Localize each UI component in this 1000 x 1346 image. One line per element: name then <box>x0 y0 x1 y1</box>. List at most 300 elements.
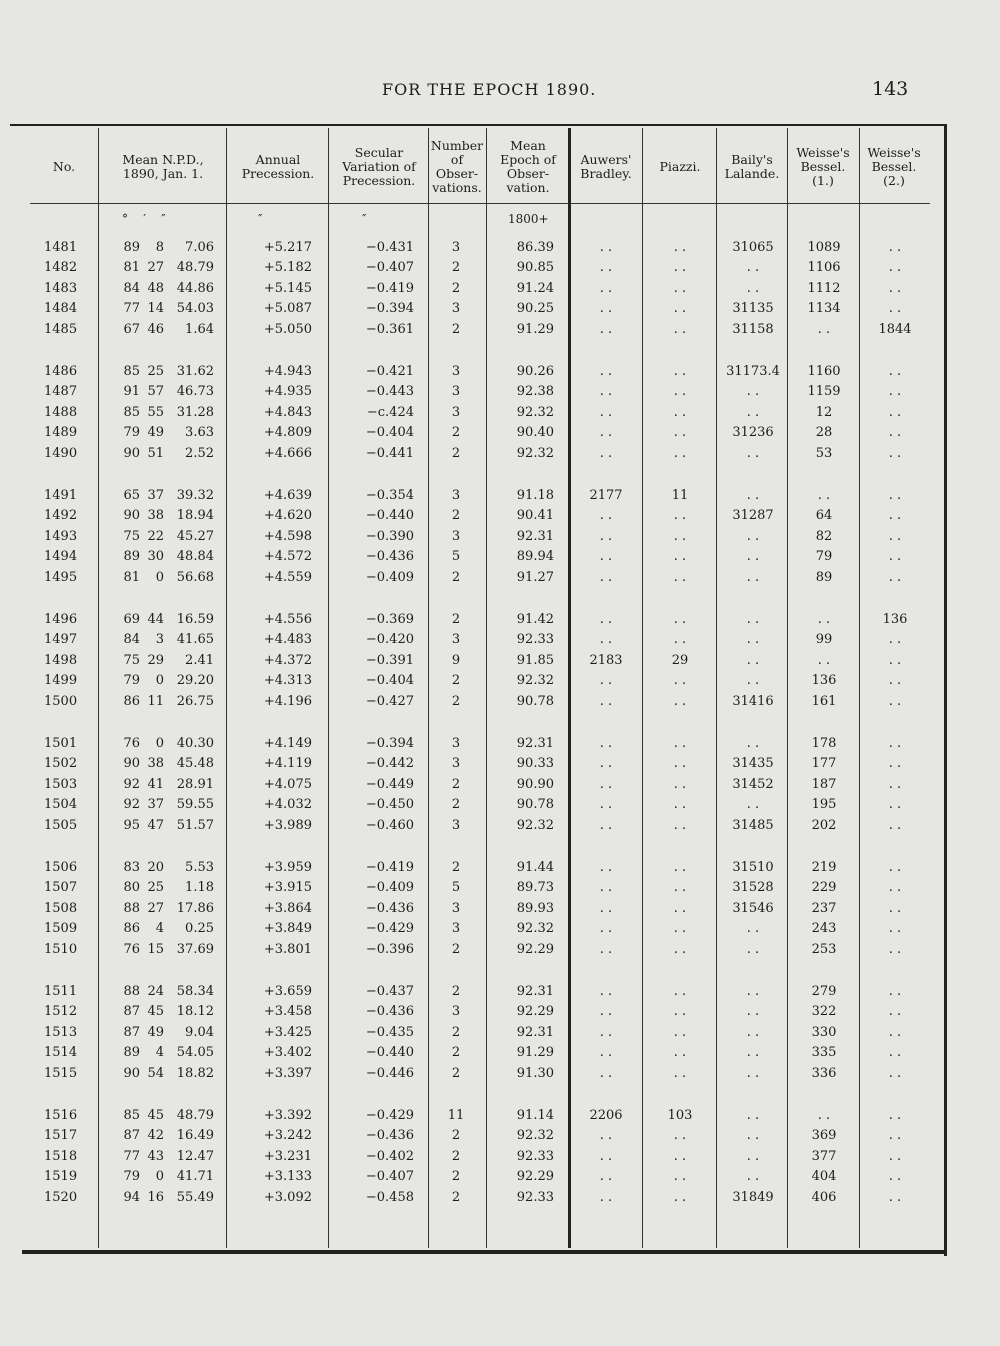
annual-precession: +4.639 <box>263 488 312 503</box>
weisse-1-ref: 195 <box>811 797 837 813</box>
npd-degrees: 88 <box>123 984 140 999</box>
weisse-1-ref: 1112 <box>807 280 841 296</box>
weisse-1-ref: 161 <box>811 693 837 709</box>
npd-minutes: 49 <box>147 1024 164 1040</box>
npd-minutes: 0 <box>155 673 164 689</box>
observation-count: 3 <box>451 1004 461 1020</box>
npd-seconds: 29.20 <box>176 673 214 689</box>
star-number: 1498 <box>44 652 78 668</box>
weisse-1-ref: 237 <box>811 900 837 916</box>
mean-epoch: 92.32 <box>516 404 554 420</box>
npd-minutes: 38 <box>147 756 164 772</box>
lalande-ref: . . <box>746 1148 760 1164</box>
mean-epoch: 90.40 <box>516 425 554 441</box>
table-row <box>0 797 1000 817</box>
npd-seconds: 2.52 <box>185 445 214 461</box>
npd-seconds: 1.64 <box>185 321 214 337</box>
star-number: 1501 <box>44 736 78 751</box>
piazzi-ref: . . <box>673 301 687 317</box>
npd-seconds: 3.63 <box>185 425 214 441</box>
table-row <box>0 384 1000 404</box>
mean-epoch: 92.31 <box>516 984 554 999</box>
table-row <box>0 860 1000 880</box>
annual-precession: +3.659 <box>263 984 312 999</box>
star-number: 1489 <box>44 425 78 441</box>
npd-degrees: 79 <box>123 425 140 441</box>
annual-precession: +3.849 <box>263 921 312 937</box>
observation-count: 2 <box>451 941 461 957</box>
secular-variation: −0.436 <box>365 900 414 916</box>
annual-precession: +4.483 <box>263 632 312 648</box>
bradley-ref: . . <box>599 1189 613 1205</box>
npd-minutes: 22 <box>147 528 164 544</box>
mean-epoch: 92.31 <box>516 528 554 544</box>
observation-count: 5 <box>451 549 461 565</box>
secular-variation: −0.419 <box>365 280 414 296</box>
mean-epoch: 92.38 <box>516 384 554 400</box>
piazzi-ref: . . <box>673 569 687 585</box>
weisse-1-ref: 369 <box>811 1128 837 1144</box>
secular-variation: −0.394 <box>365 736 414 751</box>
weisse-1-ref: 187 <box>811 776 837 792</box>
secular-variation: −0.458 <box>365 1189 414 1205</box>
npd-degrees: 86 <box>123 693 140 709</box>
star-number: 1485 <box>44 321 78 337</box>
table-row <box>0 488 1000 508</box>
observation-count: 3 <box>451 528 461 544</box>
annual-precession: +3.397 <box>263 1065 312 1081</box>
npd-degrees: 87 <box>123 1128 140 1144</box>
weisse-2-ref: . . <box>888 797 902 813</box>
weisse-2-ref: . . <box>888 1045 902 1061</box>
npd-degrees: 83 <box>123 860 140 875</box>
annual-precession: +4.032 <box>263 797 312 813</box>
star-number: 1497 <box>44 632 78 648</box>
npd-seconds: 39.32 <box>176 488 214 503</box>
weisse-2-ref: . . <box>888 900 902 916</box>
header-mean-epoch: Mean Epoch of Obser- vation. <box>500 138 556 195</box>
star-number: 1510 <box>44 941 78 957</box>
piazzi-ref: . . <box>673 817 687 833</box>
weisse-2-ref: . . <box>888 528 902 544</box>
lalande-ref: . . <box>746 797 760 813</box>
npd-degrees: 85 <box>123 364 140 379</box>
secular-variation: −0.369 <box>365 612 414 627</box>
observation-count: 2 <box>451 797 461 813</box>
npd-seconds: 37.69 <box>176 941 214 957</box>
star-number: 1508 <box>44 900 78 916</box>
npd-seconds: 58.34 <box>176 984 214 999</box>
npd-seconds: 41.71 <box>176 1169 214 1185</box>
weisse-1-ref: 99 <box>815 632 833 648</box>
weisse-2-ref: . . <box>888 1065 902 1081</box>
observation-count: 2 <box>451 860 461 875</box>
table-row <box>0 260 1000 280</box>
bradley-ref: . . <box>599 1148 613 1164</box>
piazzi-ref: . . <box>673 508 687 524</box>
table-row <box>0 1190 1000 1210</box>
table-row <box>0 549 1000 569</box>
table-row <box>0 756 1000 776</box>
lalande-ref: . . <box>746 921 760 937</box>
lalande-ref: . . <box>746 984 760 999</box>
npd-minutes: 46 <box>147 321 164 337</box>
table-row <box>0 901 1000 921</box>
weisse-2-ref: . . <box>888 1148 902 1164</box>
npd-degrees: 91 <box>123 384 140 400</box>
weisse-1-ref: 82 <box>815 528 833 544</box>
piazzi-ref: . . <box>673 860 687 875</box>
npd-degrees: 95 <box>123 817 140 833</box>
npd-minutes: 49 <box>147 425 164 441</box>
npd-minutes: 14 <box>147 301 164 317</box>
bradley-ref: . . <box>599 941 613 957</box>
npd-minutes: 0 <box>155 1169 164 1185</box>
npd-minutes: 55 <box>147 404 164 420</box>
lalande-ref: . . <box>746 1169 760 1185</box>
star-number: 1514 <box>44 1045 78 1061</box>
mean-epoch: 90.41 <box>516 508 554 524</box>
star-number: 1494 <box>44 549 78 565</box>
bradley-ref: . . <box>599 1169 613 1185</box>
weisse-2-ref: . . <box>888 693 902 709</box>
table-row <box>0 694 1000 714</box>
weisse-1-ref: 377 <box>811 1148 837 1164</box>
bradley-ref: . . <box>599 321 613 337</box>
piazzi-ref: . . <box>673 612 687 627</box>
observation-count: 3 <box>451 632 461 648</box>
npd-degrees: 81 <box>123 569 140 585</box>
table-row <box>0 777 1000 797</box>
mean-epoch: 91.14 <box>516 1108 554 1123</box>
npd-degrees: 80 <box>123 880 140 896</box>
npd-seconds: 46.73 <box>176 384 214 400</box>
weisse-2-ref: . . <box>888 240 902 255</box>
weisse-1-ref: . . <box>817 612 831 627</box>
weisse-2-ref: . . <box>888 880 902 896</box>
npd-seconds: 54.03 <box>176 301 214 317</box>
star-number: 1492 <box>44 508 78 524</box>
bradley-ref: 2183 <box>589 652 623 668</box>
observation-count: 2 <box>451 1065 461 1081</box>
npd-minutes: 16 <box>147 1189 164 1205</box>
star-number: 1505 <box>44 817 78 833</box>
table-row <box>0 1025 1000 1045</box>
mean-epoch: 91.44 <box>516 860 554 875</box>
annual-precession: +3.864 <box>263 900 312 916</box>
observation-count: 2 <box>451 1045 461 1061</box>
lalande-ref: . . <box>746 1128 760 1144</box>
npd-degrees: 92 <box>123 776 140 792</box>
bradley-ref: . . <box>599 1024 613 1040</box>
observation-count: 2 <box>451 984 461 999</box>
bradley-ref: . . <box>599 860 613 875</box>
table-row <box>0 364 1000 384</box>
piazzi-ref: . . <box>673 528 687 544</box>
lalande-ref: 31528 <box>732 880 774 896</box>
bradley-ref: . . <box>599 364 613 379</box>
weisse-2-ref: . . <box>888 921 902 937</box>
weisse-1-ref: 79 <box>815 549 833 565</box>
npd-seconds: 48.79 <box>176 260 214 276</box>
weisse-1-ref: 202 <box>811 817 837 833</box>
npd-seconds: 44.86 <box>176 280 214 296</box>
weisse-2-ref: 1844 <box>878 321 912 337</box>
observation-count: 2 <box>451 693 461 709</box>
npd-seconds: 51.57 <box>176 817 214 833</box>
npd-minutes: 30 <box>147 549 164 565</box>
star-number: 1513 <box>44 1024 78 1040</box>
weisse-2-ref: . . <box>888 984 902 999</box>
mean-epoch: 90.25 <box>516 301 554 317</box>
secular-variation: −0.407 <box>365 260 414 276</box>
star-number: 1518 <box>44 1148 78 1164</box>
mean-epoch: 91.18 <box>516 488 554 503</box>
piazzi-ref: . . <box>673 673 687 689</box>
bradley-ref: . . <box>599 528 613 544</box>
piazzi-ref: . . <box>673 880 687 896</box>
lalande-ref: 31173.4 <box>726 364 780 379</box>
bradley-ref: . . <box>599 632 613 648</box>
secular-variation: −0.435 <box>365 1024 414 1040</box>
npd-seconds: 0.25 <box>185 921 214 937</box>
mean-epoch: 91.29 <box>516 321 554 337</box>
mean-epoch: 90.90 <box>516 776 554 792</box>
lalande-ref: . . <box>746 445 760 461</box>
piazzi-ref: . . <box>673 404 687 420</box>
npd-degrees: 84 <box>123 632 140 648</box>
bradley-ref: . . <box>599 260 613 276</box>
bradley-ref: . . <box>599 797 613 813</box>
star-number: 1512 <box>44 1004 78 1020</box>
bradley-ref: . . <box>599 569 613 585</box>
npd-seconds: 56.68 <box>176 569 214 585</box>
table-row <box>0 425 1000 445</box>
weisse-2-ref: . . <box>888 569 902 585</box>
table-row <box>0 405 1000 425</box>
bradley-ref: 2206 <box>589 1108 623 1123</box>
weisse-2-ref: . . <box>888 384 902 400</box>
mean-epoch: 92.29 <box>516 1169 554 1185</box>
bradley-ref: . . <box>599 612 613 627</box>
weisse-1-ref: 279 <box>811 984 837 999</box>
secular-variation: −0.436 <box>365 1128 414 1144</box>
observation-count: 5 <box>451 880 461 896</box>
piazzi-ref: . . <box>673 776 687 792</box>
lalande-ref: . . <box>746 1108 760 1123</box>
piazzi-ref: . . <box>673 941 687 957</box>
lalande-ref: . . <box>746 1045 760 1061</box>
observation-count: 9 <box>451 652 461 668</box>
npd-degrees: 94 <box>123 1189 140 1205</box>
npd-minutes: 44 <box>147 612 164 627</box>
bradley-ref: . . <box>599 1045 613 1061</box>
piazzi-ref: . . <box>673 921 687 937</box>
bradley-ref: . . <box>599 984 613 999</box>
weisse-1-ref: 322 <box>811 1004 837 1020</box>
secular-variation: −0.427 <box>365 693 414 709</box>
star-number: 1484 <box>44 301 78 317</box>
npd-minutes: 0 <box>155 569 164 585</box>
npd-seconds: 45.48 <box>176 756 214 772</box>
mean-epoch: 92.32 <box>516 921 554 937</box>
header-precession: Annual Precession. <box>241 152 315 181</box>
lalande-ref: 31849 <box>732 1189 774 1205</box>
npd-minutes: 27 <box>147 900 164 916</box>
npd-degrees: 88 <box>123 900 140 916</box>
npd-degrees: 81 <box>123 260 140 276</box>
piazzi-ref: . . <box>673 756 687 772</box>
npd-minutes: 45 <box>147 1004 164 1020</box>
npd-degrees: 90 <box>123 756 140 772</box>
bradley-ref: 2177 <box>589 488 623 503</box>
piazzi-ref: . . <box>673 321 687 337</box>
npd-minutes: 4 <box>155 1045 164 1061</box>
mean-epoch: 89.73 <box>516 880 554 896</box>
npd-minutes: 38 <box>147 508 164 524</box>
table-row <box>0 1128 1000 1148</box>
annual-precession: +3.425 <box>263 1024 312 1040</box>
npd-minutes: 15 <box>147 941 164 957</box>
weisse-1-ref: 89 <box>815 569 833 585</box>
observation-count: 3 <box>451 817 461 833</box>
weisse-1-ref: 336 <box>811 1065 837 1081</box>
star-number: 1495 <box>44 569 78 585</box>
lalande-ref: . . <box>746 736 760 751</box>
annual-precession: +3.959 <box>263 860 312 875</box>
npd-minutes: 51 <box>147 445 164 461</box>
weisse-2-ref: . . <box>888 445 902 461</box>
piazzi-ref: . . <box>673 1169 687 1185</box>
lalande-ref: . . <box>746 260 760 276</box>
npd-minutes: 41 <box>147 776 164 792</box>
star-number: 1506 <box>44 860 78 875</box>
observation-count: 2 <box>451 612 461 627</box>
bradley-ref: . . <box>599 1004 613 1020</box>
observation-count: 2 <box>451 776 461 792</box>
annual-precession: +3.458 <box>263 1004 312 1020</box>
npd-minutes: 3 <box>155 632 164 648</box>
npd-minutes: 48 <box>147 280 164 296</box>
observation-count: 3 <box>451 736 461 751</box>
observation-count: 3 <box>451 384 461 400</box>
weisse-1-ref: . . <box>817 1108 831 1123</box>
annual-precession: +4.556 <box>263 612 312 627</box>
bradley-ref: . . <box>599 425 613 441</box>
page-number: 143 <box>872 78 909 100</box>
annual-precession: +4.119 <box>263 756 312 772</box>
npd-minutes: 47 <box>147 817 164 833</box>
npd-minutes: 43 <box>147 1148 164 1164</box>
npd-seconds: 5.53 <box>185 860 214 875</box>
weisse-1-ref: 28 <box>815 425 833 441</box>
lalande-ref: 31065 <box>732 240 774 255</box>
npd-minutes: 45 <box>147 1108 164 1123</box>
lalande-ref: . . <box>746 612 760 627</box>
npd-seconds: 59.55 <box>176 797 214 813</box>
bradley-ref: . . <box>599 1065 613 1081</box>
annual-precession: +5.217 <box>263 240 312 255</box>
weisse-2-ref: 136 <box>882 612 908 627</box>
weisse-2-ref: . . <box>888 1004 902 1020</box>
lalande-ref: . . <box>746 528 760 544</box>
secular-variation: −0.419 <box>365 860 414 875</box>
npd-degrees: 85 <box>123 404 140 420</box>
npd-degrees: 89 <box>123 549 140 565</box>
npd-seconds: 41.65 <box>176 632 214 648</box>
secular-variation: −0.446 <box>365 1065 414 1081</box>
weisse-2-ref: . . <box>888 756 902 772</box>
observation-count: 3 <box>451 921 461 937</box>
secular-variation: −0.436 <box>365 549 414 565</box>
secular-variation: −0.429 <box>365 921 414 937</box>
piazzi-ref: . . <box>673 384 687 400</box>
npd-seconds: 55.49 <box>176 1189 214 1205</box>
secular-variation: −0.441 <box>365 445 414 461</box>
secular-variation: −0.409 <box>365 569 414 585</box>
weisse-1-ref: 53 <box>815 445 833 461</box>
weisse-1-ref: 12 <box>815 404 833 420</box>
lalande-ref: . . <box>746 1065 760 1081</box>
table-row <box>0 570 1000 590</box>
piazzi-ref: . . <box>673 1128 687 1144</box>
weisse-1-ref: 406 <box>811 1189 837 1205</box>
secular-variation: −0.407 <box>365 1169 414 1185</box>
piazzi-ref: . . <box>673 425 687 441</box>
bradley-ref: . . <box>599 384 613 400</box>
weisse-1-ref: . . <box>817 652 831 668</box>
table-row <box>0 1066 1000 1086</box>
lalande-ref: . . <box>746 404 760 420</box>
npd-seconds: 31.28 <box>176 404 214 420</box>
npd-degrees: 86 <box>123 921 140 937</box>
secular-variation: −0.420 <box>365 632 414 648</box>
mean-epoch: 92.29 <box>516 1004 554 1020</box>
npd-seconds: 26.75 <box>176 693 214 709</box>
npd-degrees: 84 <box>123 280 140 296</box>
observation-count: 2 <box>451 260 461 276</box>
weisse-2-ref: . . <box>888 1169 902 1185</box>
piazzi-ref: . . <box>673 445 687 461</box>
npd-degrees: 85 <box>123 1108 140 1123</box>
annual-precession: +4.666 <box>263 445 312 461</box>
star-number: 1481 <box>44 240 78 255</box>
piazzi-ref: . . <box>673 260 687 276</box>
npd-minutes: 37 <box>147 797 164 813</box>
star-number: 1517 <box>44 1128 78 1144</box>
piazzi-ref: . . <box>673 1065 687 1081</box>
star-number: 1520 <box>44 1189 78 1205</box>
observation-count: 2 <box>451 1148 461 1164</box>
annual-precession: +4.149 <box>263 736 312 751</box>
npd-seconds: 18.12 <box>176 1004 214 1020</box>
lalande-ref: 31236 <box>732 425 774 441</box>
weisse-1-ref: 178 <box>811 736 837 751</box>
npd-minutes: 42 <box>147 1128 164 1144</box>
bradley-ref: . . <box>599 673 613 689</box>
lalande-ref: 31416 <box>732 693 774 709</box>
npd-minutes: 57 <box>147 384 164 400</box>
weisse-1-ref: 1106 <box>807 260 841 276</box>
weisse-2-ref: . . <box>888 301 902 317</box>
annual-precession: +3.392 <box>263 1108 312 1123</box>
weisse-1-ref: 64 <box>815 508 833 524</box>
unit-secular: ″ <box>362 212 367 226</box>
annual-precession: +4.075 <box>263 776 312 792</box>
star-number: 1503 <box>44 776 78 792</box>
bradley-ref: . . <box>599 736 613 751</box>
npd-minutes: 20 <box>147 860 164 875</box>
